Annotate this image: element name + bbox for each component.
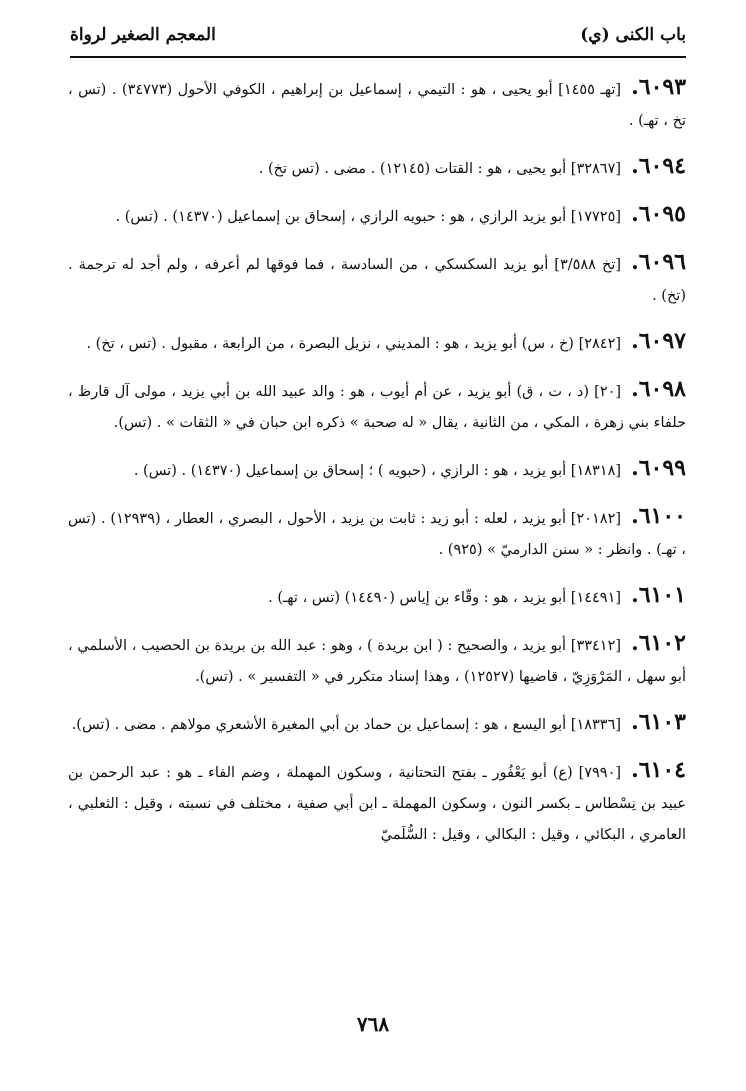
entry-6098 (68, 374, 686, 439)
entries-list (68, 58, 686, 851)
entry-6103 (68, 707, 686, 741)
entry-6104 (68, 755, 686, 851)
entry-text: [١٨٣١٨] أبو يزيد ، هو : الرازي ، (حبويه ) ؛ إسحاق بن إسماعيل (١٤٣٧٠) . (تس) . (133, 463, 622, 479)
entry-number: ٦٠٩٦. (631, 249, 686, 275)
entry-6100 (68, 501, 686, 566)
entry-number: ٦١٠٢. (631, 630, 686, 656)
entry-text: [٧٩٩٠] (ع) أبو يَعْفُور ـ بفتح التحتانية ، وسكون المهملة ، وضم الفاء ـ هو : عبد الرحمن بن عبيد بن نِسْطاس ـ بكسر النون ، وسكون المهملة ـ ابن أبي صفية ، مختلف في نسبته ، وقيل : الثعلبي ، العامري ، البكائي ، وقيل : البكالي ، وقيل : السُّلَميّ (68, 765, 686, 843)
entry-text: [١٨٣٣٦] أبو اليسع ، هو : إسماعيل بن حماد بن أبي المغيرة الأشعري مولاهم . مضى . (تس). (71, 717, 622, 733)
entry-number: ٦١٠٣. (631, 709, 686, 735)
entry-number: ٦١٠٠. (631, 503, 686, 529)
entry-number: ٦٠٩٧. (631, 328, 686, 354)
entry-6099 (68, 453, 686, 487)
entry-number: ٦٠٩٨. (631, 376, 686, 402)
entry-text: [تخ ٣/٥٨٨] أبو يزيد السكسكي ، من السادسة ، فما فوقها لم أعرفه ، ولم أجد له ترجمة . (تخ) . (68, 257, 686, 304)
header-book-title: المعجم الصغير لرواة (70, 25, 216, 45)
header-chapter-title: باب الكنى (ي) (580, 25, 686, 45)
entry-number: ٦١٠٤. (631, 757, 686, 783)
page-number: ٧٦٨ (356, 1012, 390, 1036)
entry-number: ٦٠٩٤. (631, 153, 686, 179)
entry-text: [٢٠١٨٢] أبو يزيد ، لعله : أبو زيد : ثابت بن يزيد ، الأحول ، البصري ، العطار ، (١٢٩٣٩) . (تس ، تهـ) . وانظر : « سنن الدارميّ » (٩٢٥) . (68, 511, 686, 558)
entry-6102 (68, 628, 686, 693)
entry-number: ٦٠٩٣. (631, 74, 687, 100)
entry-6101 (68, 580, 686, 614)
entry-number: ٦١٠١. (631, 582, 686, 608)
entry-text: [تهـ ١٤٥٥] أبو يحيى ، هو : التيمي ، إسماعيل بن إبراهيم ، الكوفي الأحول (٣٤٧٧٣) . (تس ، تخ ، تهـ) . (68, 82, 686, 129)
entry-6095 (68, 199, 686, 233)
page-header (70, 18, 686, 52)
entry-text: [٢٠] (د ، ت ، ق) أبو يزيد ، عن أم أيوب ، هو : والد عبيد الله بن أبي يزيد ، مولى آل قارظ ، حلفاء بني زهرة ، المكي ، من الثانية ، يقال « له صحبة » ذكره ابن حبان في « الثقات » . (تس). (68, 384, 686, 431)
entry-6097 (68, 326, 686, 360)
entry-6094 (68, 151, 686, 185)
entry-text: [١٤٤٩١] أبو يزيد ، هو : وقّاء بن إياس (١٤٤٩٠) (تس ، تهـ) . (268, 590, 622, 606)
entry-text: [١٧٧٢٥] أبو يزيد الرازي ، هو : حبويه الرازي ، إسحاق بن إسماعيل (١٤٣٧٠) . (تس) . (115, 209, 622, 225)
entry-text: [٢٨٤٢] (خ ، س) أبو يزيد ، هو : المديني ، نزيل البصرة ، من الرابعة ، مقبول . (تس ، تخ) . (86, 336, 622, 352)
entry-number: ٦٠٩٩. (631, 455, 686, 481)
entry-text: [٣٣٤١٢] أبو يزيد ، والصحيح : ( ابن بريدة ) ، وهو : عبد الله بن بريدة بن الحصيب ، الأسلمي ، أبو سهل ، المَرْوَزِيّ ، قاضيها (١٢٥٢٧) ، وهذا إسناد متكرر في « التفسير » . (تس). (68, 638, 686, 685)
entry-number: ٦٠٩٥. (631, 201, 686, 227)
entry-6096 (68, 247, 686, 312)
entry-6093 (68, 72, 686, 137)
entry-text: [٣٢٨٦٧] أبو يحيى ، هو : القتات (١٢١٤٥) . مضى . (تس تخ) . (258, 161, 622, 177)
